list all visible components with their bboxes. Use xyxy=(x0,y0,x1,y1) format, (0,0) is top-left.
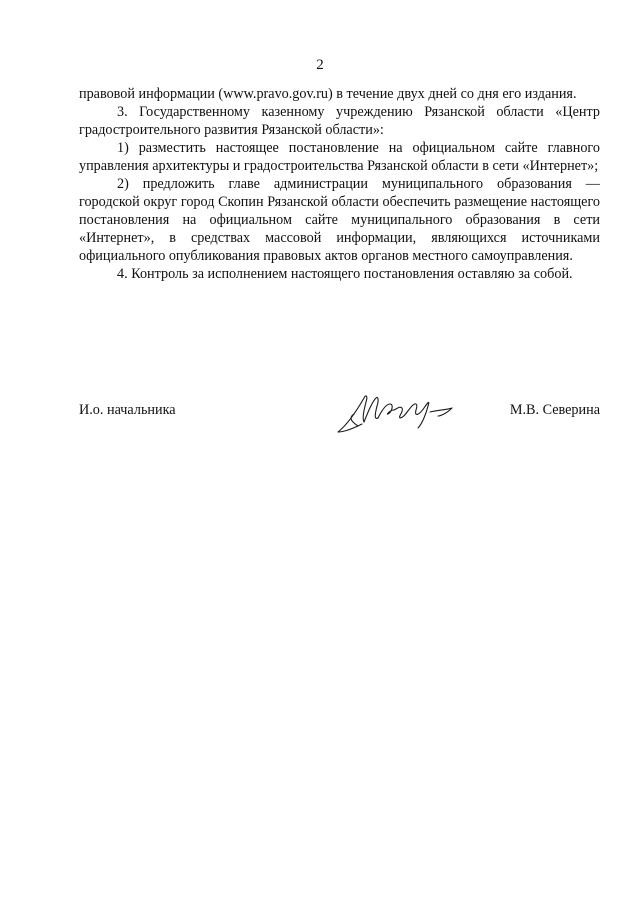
paragraph-subitem-2: 2) предложить главе администрации муниципального образования — городской округ город Скопин Рязанской области обеспечить размещение настоящего постановления на официальном сайте муниципального образования в сети «Интернет», в средствах массовой информации, являющихся источниками официального опубликования правовых актов органов местного самоуправления. xyxy=(79,176,600,264)
document-body xyxy=(79,85,600,283)
handwritten-signature xyxy=(334,388,474,436)
page-number: 2 xyxy=(316,57,324,73)
signatory-name: М.В. Северина xyxy=(509,402,600,418)
signature-block xyxy=(79,388,600,438)
paragraph-subitem-1: 1) разместить настоящее постановление на официальном сайте главного управления архитектуры и градостроительства Рязанской области в сети «Интернет»; xyxy=(79,140,600,174)
paragraph-continuation: правовой информации (www.pravo.gov.ru) в течение двух дней со дня его издания. xyxy=(79,86,577,102)
paragraph-item-3: 3. Государственному казенному учреждению Рязанской области «Центр градостроительного развития Рязанской области»: xyxy=(79,104,600,138)
signatory-role: И.о. начальника xyxy=(79,402,176,418)
paragraph-item-4: 4. Контроль за исполнением настоящего постановления оставляю за собой. xyxy=(117,266,573,282)
